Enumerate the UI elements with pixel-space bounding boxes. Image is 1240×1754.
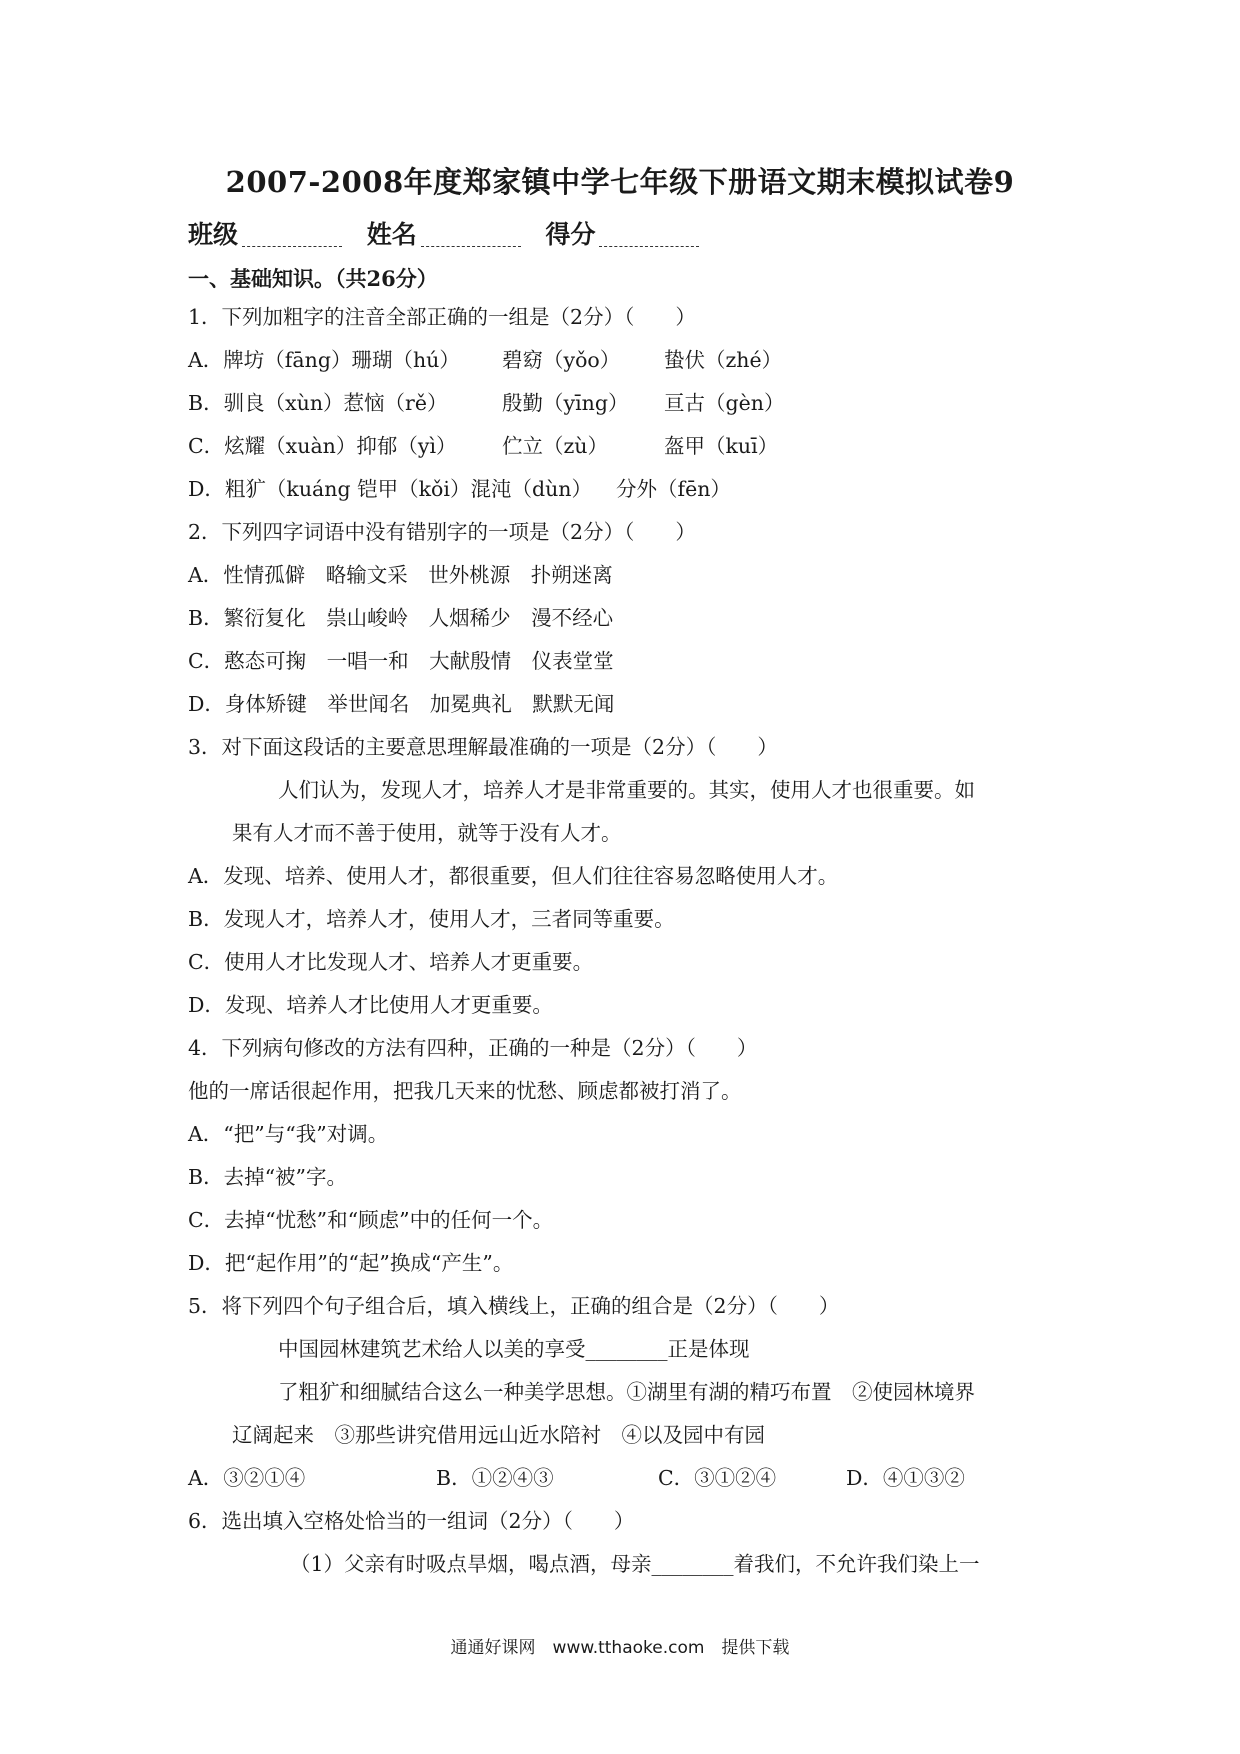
q1-c-part2: 伫立（zù） <box>502 434 609 458</box>
q5-passage-line3: 辽阔起来 ③那些讲究借用远山近水陪衬 ④以及园中有园 <box>232 1423 765 1447</box>
q1-option-b <box>188 391 785 415</box>
q5-option-a: A．③②①④ <box>188 1466 306 1490</box>
q3-passage-line2: 果有人才而不善于使用，就等于没有人才。 <box>232 821 622 845</box>
q4-option-c: C．去掉“忧愁”和“顾虑”中的任何一个。 <box>188 1208 554 1232</box>
q1-a-part3: 蛰伏（zhé） <box>664 348 783 372</box>
score-field[interactable] <box>599 224 699 247</box>
q1-stem: 1．下列加粗字的注音全部正确的一组是（2分）（ ） <box>188 305 696 329</box>
q3-option-b: B．发现人才，培养人才，使用人才，三者同等重要。 <box>188 907 675 931</box>
q1-b-part1: B．驯良（xùn）惹恼（rě） <box>188 391 448 415</box>
q4-option-d: D．把“起作用”的“起”换成“产生”。 <box>188 1251 514 1275</box>
q1-option-d <box>188 477 731 501</box>
q5-option-d: D．④①③② <box>846 1466 965 1490</box>
section-heading: 一、基础知识。（共26分） <box>188 266 438 291</box>
q5-option-b: B．①②④③ <box>436 1466 554 1490</box>
q3-option-d: D．发现、培养人才比使用人才更重要。 <box>188 993 553 1017</box>
q1-c-part1: C．炫耀（xuàn）抑郁（yì） <box>188 434 457 458</box>
q1-b-part3: 亘古（gèn） <box>664 391 785 415</box>
q1-d-part1: D．粗犷（kuáng 铠甲（kǒi）混沌（dùn） <box>188 477 592 501</box>
q4-option-a: A．“把”与“我”对调。 <box>188 1122 389 1146</box>
student-info-row <box>188 222 715 247</box>
q1-option-a <box>188 348 783 372</box>
class-label: 班级 <box>188 220 239 249</box>
q2-option-a: A．性情孤僻 略输文采 世外桃源 扑朔迷离 <box>188 563 613 587</box>
q1-b-part2: 殷勤（yīng） <box>502 391 629 415</box>
q6-item1: （1）父亲有时吸点旱烟，喝点酒，母亲________着我们，不允许我们染上一 <box>290 1552 980 1576</box>
page-footer: 通通好课网 www.tthaoke.com 提供下载 <box>450 1638 790 1658</box>
q2-stem: 2．下列四字词语中没有错别字的一项是（2分）（ ） <box>188 520 696 544</box>
class-field[interactable] <box>242 224 342 247</box>
q5-passage-line2: 了粗犷和细腻结合这么一种美学思想。①湖里有湖的精巧布置 ②使园林境界 <box>278 1380 975 1404</box>
q2-option-b: B．繁衍复化 祟山峻岭 人烟稀少 漫不经心 <box>188 606 614 630</box>
q5-options <box>188 1466 965 1490</box>
score-label: 得分 <box>545 220 596 249</box>
name-field[interactable] <box>421 224 521 247</box>
q1-c-part3: 盔甲（kuī） <box>664 434 779 458</box>
q1-a-part1: A．牌坊（fāng）珊瑚（hú） <box>188 348 460 372</box>
q1-option-c <box>188 434 779 458</box>
exam-title: 2007-2008年度郑家镇中学七年级下册语文期末模拟试卷9 <box>225 165 1015 199</box>
q4-option-b: B．去掉“被”字。 <box>188 1165 348 1189</box>
q6-stem: 6．选出填入空格处恰当的一组词（2分）（ ） <box>188 1509 635 1533</box>
q1-d-part2: 分外（fēn） <box>616 477 731 501</box>
q2-option-c: C．憨态可掬 一唱一和 大献殷情 仪表堂堂 <box>188 649 614 673</box>
name-label: 姓名 <box>366 220 417 249</box>
q3-stem: 3．对下面这段话的主要意思理解最准确的一项是（2分）（ ） <box>188 735 778 759</box>
q3-option-a: A．发现、培养、使用人才，都很重要，但人们往往容易忽略使用人才。 <box>188 864 839 888</box>
q4-stem: 4．下列病句修改的方法有四种，正确的一种是（2分）（ ） <box>188 1036 758 1060</box>
q1-a-part2: 碧窈（yǒo） <box>502 348 621 372</box>
q3-passage-line1: 人们认为，发现人才，培养人才是非常重要的。其实，使用人才也很重要。如 <box>278 778 975 802</box>
q5-option-c: C．③①②④ <box>658 1466 777 1490</box>
q4-sentence: 他的一席话很起作用，把我几天来的忧愁、顾虑都被打消了。 <box>188 1079 742 1103</box>
q5-stem: 5．将下列四个句子组合后，填入横线上，正确的组合是（2分）（ ） <box>188 1294 840 1318</box>
q2-option-d: D．身体矫键 举世闻名 加冕典礼 默默无闻 <box>188 692 615 716</box>
q5-passage-line1: 中国园林建筑艺术给人以美的享受________正是体现 <box>278 1337 750 1361</box>
q3-option-c: C．使用人才比发现人才、培养人才更重要。 <box>188 950 594 974</box>
